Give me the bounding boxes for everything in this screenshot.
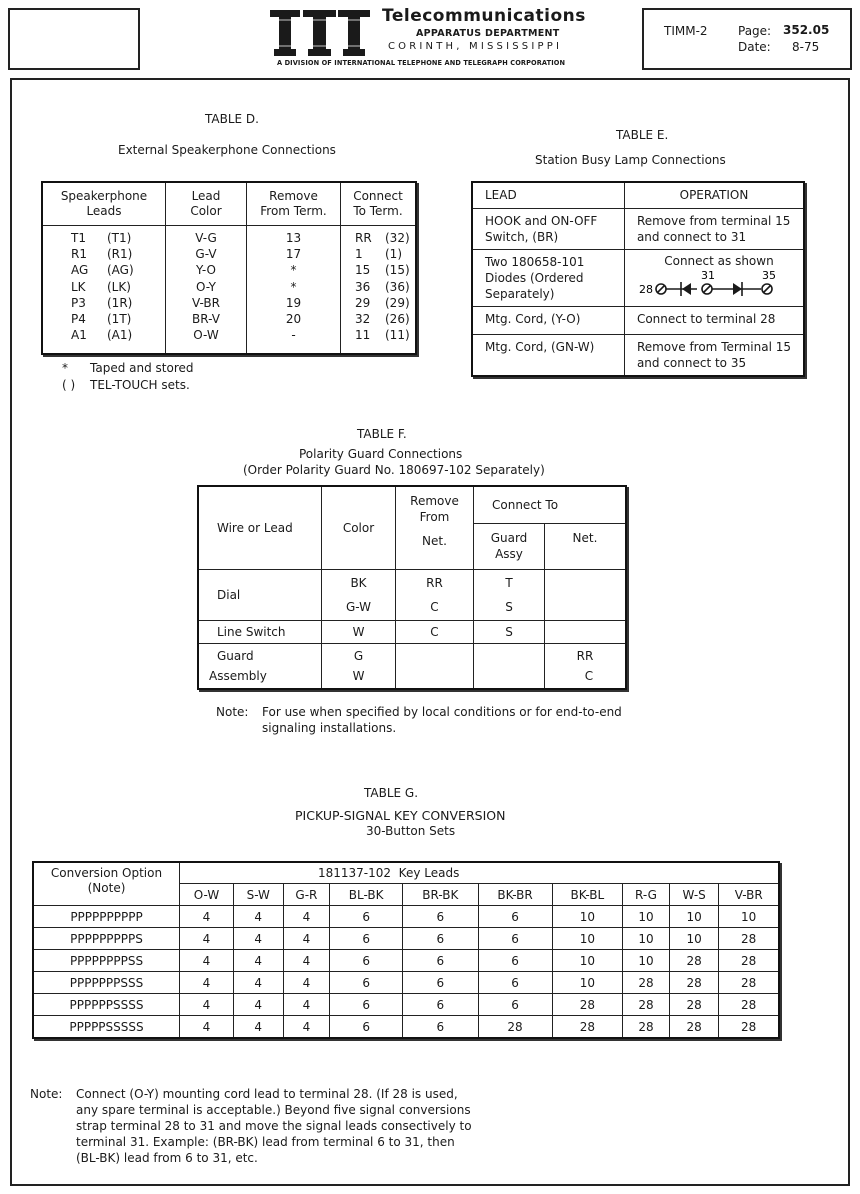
terminal-value: 28 xyxy=(478,1016,552,1039)
date-value: 8-75 xyxy=(792,40,820,54)
text-line: W xyxy=(352,669,365,683)
lead-name: A1 xyxy=(71,328,87,343)
lead-color: V-BR xyxy=(192,295,220,310)
connect-term: 1 xyxy=(355,247,363,262)
lead-entry xyxy=(71,230,165,246)
guard-assy-header xyxy=(474,524,545,570)
table-row xyxy=(198,621,626,644)
terminal-value: 10 xyxy=(719,906,779,928)
text-line: C xyxy=(584,669,594,683)
terminal-value: 6 xyxy=(478,994,552,1016)
terminal-value: 6 xyxy=(403,994,479,1016)
conversion-option: PPPPPSSSSS xyxy=(33,1016,180,1039)
doc-id: TIMM-2 xyxy=(664,24,708,38)
operation-cell xyxy=(624,209,804,250)
table-d-body xyxy=(42,226,416,355)
footnote-text: Taped and stored xyxy=(90,361,194,375)
terminal-value: 28 xyxy=(719,950,779,972)
table-g-note-label: Note: xyxy=(30,1087,63,1101)
terminal-value: 28 xyxy=(669,972,719,994)
table-d-title: External Speakerphone Connections xyxy=(118,143,336,157)
table-f-header-row xyxy=(198,486,626,524)
connect-entry xyxy=(355,246,415,262)
connect-entry xyxy=(355,327,415,343)
terminal-value: 6 xyxy=(330,994,403,1016)
conversion-option: PPPPPPPPPP xyxy=(33,906,180,928)
remove-header xyxy=(396,486,474,570)
column-header: BK-BR xyxy=(478,884,552,906)
terminal-value: 10 xyxy=(623,906,670,928)
diode-icon xyxy=(733,283,742,295)
lead-color: O-Y xyxy=(195,279,216,294)
footnote-mark: * xyxy=(62,361,68,375)
conversion-option: PPPPPPPPSS xyxy=(33,950,180,972)
table-f-note-label: Note: xyxy=(216,705,249,719)
terminal-value: 28 xyxy=(623,972,670,994)
wire-cell: Line Switch xyxy=(198,621,322,644)
remove-term: 17 xyxy=(285,247,302,262)
terminal-value: 10 xyxy=(623,950,670,972)
lead-color: V-G xyxy=(195,231,217,245)
table-g-subtitle: 30-Button Sets xyxy=(366,824,456,838)
conversion-option: PPPPPPSSSS xyxy=(33,994,180,1016)
connect-net-cell xyxy=(545,621,627,644)
page-label: Page: xyxy=(738,24,772,38)
terminal-value: 10 xyxy=(552,928,623,950)
terminal-value: 4 xyxy=(233,1016,283,1039)
lead-cell: Mtg. Cord, (GN-W) xyxy=(472,335,624,377)
terminal-value: 4 xyxy=(283,972,330,994)
note-line: any spare terminal is acceptable.) Beyond five signal conversions xyxy=(76,1103,471,1117)
connect-to-header: Connect To xyxy=(474,486,627,524)
diode-icon xyxy=(682,283,691,295)
lead-cell xyxy=(472,250,624,307)
header-line: Color xyxy=(190,204,222,218)
terminal-value: 6 xyxy=(403,928,479,950)
connect-entry xyxy=(355,262,415,278)
lead-tel-touch: (1T) xyxy=(107,312,132,327)
note-line: For use when specified by local conditions or for end-to-end xyxy=(262,705,622,719)
terminal-value: 28 xyxy=(552,994,623,1016)
guard-assy-cell xyxy=(474,570,545,621)
table-f-label: TABLE F. xyxy=(357,427,407,441)
connect-tel-touch: (36) xyxy=(385,279,410,294)
table-e xyxy=(471,181,805,377)
text-line: (Note) xyxy=(87,881,126,895)
table-d-header xyxy=(247,182,341,226)
text-line: Separately) xyxy=(485,287,555,301)
terminal-value: 6 xyxy=(330,1016,403,1039)
lead-entry xyxy=(71,311,165,327)
header-left-box xyxy=(8,8,140,70)
text-line: Assembly xyxy=(209,669,267,683)
terminal-value: 6 xyxy=(330,906,403,928)
table-f-subtitle: (Order Polarity Guard No. 180697-102 Separately) xyxy=(243,463,545,477)
connect-term: 15 xyxy=(355,263,371,278)
terminal-value: 10 xyxy=(552,950,623,972)
terminal-value: 4 xyxy=(180,972,234,994)
table-row xyxy=(198,570,626,621)
table-e-header: LEAD xyxy=(472,182,624,209)
wire-header: Wire or Lead xyxy=(198,486,322,570)
table-g-label: TABLE G. xyxy=(364,786,419,800)
department-name: APPARATUS DEPARTMENT xyxy=(416,28,560,39)
remove-term: 13 xyxy=(285,231,302,245)
terminal-value: 6 xyxy=(330,972,403,994)
connect-term: 29 xyxy=(355,295,371,310)
conversion-option: PPPPPPPSSS xyxy=(33,972,180,994)
lead-name: LK xyxy=(71,279,86,294)
date-label: Date: xyxy=(738,40,771,54)
text-line: RR xyxy=(576,649,594,663)
terminal-value: 28 xyxy=(669,994,719,1016)
remove-term: * xyxy=(290,279,297,294)
terminal-value: 28 xyxy=(623,1016,670,1039)
remove-term: * xyxy=(290,263,297,278)
connect-column xyxy=(341,226,417,355)
header-line: Lead xyxy=(191,189,221,203)
connect-net-cell xyxy=(545,570,627,621)
text-line: Net. xyxy=(422,534,447,548)
remove-net-cell xyxy=(396,570,474,621)
table-e-header: OPERATION xyxy=(624,182,804,209)
terminal-value: 4 xyxy=(180,906,234,928)
text-line: T xyxy=(505,576,513,590)
lead-entry xyxy=(71,295,165,311)
lead-name: T1 xyxy=(71,231,86,245)
note-line: terminal 31. Example: (BR-BK) lead from terminal 6 to 31, then xyxy=(76,1135,455,1149)
connect-term: 32 xyxy=(355,312,371,327)
terminal-value: 28 xyxy=(669,1016,719,1039)
lead-cell xyxy=(472,209,624,250)
lead-name: R1 xyxy=(71,247,87,262)
guard-assy-cell: S xyxy=(474,621,545,644)
remove-net-cell: C xyxy=(396,621,474,644)
table-row xyxy=(33,928,779,950)
terminal-label-28: 28 xyxy=(638,283,653,296)
connect-term: 11 xyxy=(355,328,371,343)
footnote-asterisk xyxy=(62,361,194,375)
lead-color: BR-V xyxy=(192,312,220,327)
terminal-value: 10 xyxy=(552,972,623,994)
diode-diagram xyxy=(639,269,789,297)
connect-tel-touch: (15) xyxy=(385,263,410,278)
remove-term: - xyxy=(291,328,296,343)
table-d-label: TABLE D. xyxy=(205,112,259,126)
table-f-title: Polarity Guard Connections xyxy=(299,447,463,461)
table-row xyxy=(33,994,779,1016)
connect-entry xyxy=(355,295,415,311)
terminal-value: 4 xyxy=(180,950,234,972)
terminal-value: 28 xyxy=(669,950,719,972)
table-row xyxy=(33,972,779,994)
terminal-value: 28 xyxy=(719,994,779,1016)
text-line: C xyxy=(430,600,439,614)
table-row xyxy=(33,906,779,928)
note-line: strap terminal 28 to 31 and move the signal leads consectively to xyxy=(76,1119,472,1133)
text-line: HOOK and ON-OFF xyxy=(485,214,598,228)
column-header: V-BR xyxy=(719,884,779,906)
table-g-title: PICKUP-SIGNAL KEY CONVERSION xyxy=(295,808,506,823)
color-cell xyxy=(322,570,396,621)
footnote-parens xyxy=(62,378,190,392)
header-line: Speakerphone xyxy=(60,189,148,203)
color-column xyxy=(166,226,247,355)
table-row xyxy=(472,335,804,377)
lead-tel-touch: (A1) xyxy=(107,328,133,343)
terminal-value: 6 xyxy=(403,906,479,928)
guard-assy-cell xyxy=(474,644,545,690)
connect-term: RR xyxy=(355,231,372,245)
terminal-label-31: 31 xyxy=(700,269,715,282)
table-row xyxy=(472,250,804,307)
wire-cell: Dial xyxy=(198,570,322,621)
terminal-value: 6 xyxy=(330,928,403,950)
doc-info-box xyxy=(642,8,852,70)
lead-tel-touch: (T1) xyxy=(107,231,132,245)
lead-entry xyxy=(71,262,165,278)
remove-column xyxy=(247,226,341,355)
column-header: W-S xyxy=(669,884,719,906)
table-e-title: Station Busy Lamp Connections xyxy=(535,153,726,167)
lead-name: AG xyxy=(71,263,89,278)
terminal-value: 6 xyxy=(478,906,552,928)
terminal-value: 4 xyxy=(180,928,234,950)
table-d-header xyxy=(42,182,166,226)
key-leads-header: 181137-102 Key Leads xyxy=(180,862,780,884)
lead-tel-touch: (R1) xyxy=(107,247,133,262)
operation-cell xyxy=(624,335,804,377)
company-name: Telecommunications xyxy=(382,6,586,26)
note-line: Connect (O-Y) mounting cord lead to terminal 28. (If 28 is used, xyxy=(76,1087,458,1101)
terminal-value: 4 xyxy=(233,906,283,928)
note-line: signaling installations. xyxy=(262,721,397,735)
connect-entry xyxy=(355,230,415,246)
header-line: Remove xyxy=(269,189,318,203)
terminal-value: 6 xyxy=(403,950,479,972)
footnote-text: TEL-TOUCH sets. xyxy=(90,378,190,392)
terminal-value: 28 xyxy=(719,928,779,950)
table-row xyxy=(33,1016,779,1039)
column-header: G-R xyxy=(283,884,330,906)
terminal-value: 6 xyxy=(330,950,403,972)
text-line: Remove from Terminal 15 xyxy=(636,340,791,354)
header-line: From Term. xyxy=(260,204,327,218)
connect-net-cell xyxy=(545,644,627,690)
terminal-value: 6 xyxy=(478,950,552,972)
text-line: RR xyxy=(426,576,443,590)
connect-tel-touch: (11) xyxy=(385,328,410,343)
color-header: Color xyxy=(322,486,396,570)
text-line: Guard xyxy=(217,649,254,663)
table-d-header-row xyxy=(42,182,416,226)
table-d xyxy=(41,181,417,355)
column-header: BK-BL xyxy=(552,884,623,906)
table-g-body xyxy=(33,906,779,1039)
lead-name: P4 xyxy=(71,312,86,327)
option-header xyxy=(33,862,180,906)
terminal-value: 10 xyxy=(669,928,719,950)
terminal-label-35: 35 xyxy=(761,269,776,282)
column-header: R-G xyxy=(623,884,670,906)
table-e-label: TABLE E. xyxy=(616,128,669,142)
color-cell: W xyxy=(322,621,396,644)
lead-tel-touch: (AG) xyxy=(107,263,134,278)
column-header: BR-BK xyxy=(403,884,479,906)
lead-color: Y-O xyxy=(195,263,216,278)
connect-entry xyxy=(355,279,415,295)
text-line: and connect to 35 xyxy=(636,356,747,370)
terminal-value: 10 xyxy=(669,906,719,928)
connect-term: 36 xyxy=(355,279,371,294)
terminal-value: 4 xyxy=(283,950,330,972)
remove-net-cell xyxy=(396,644,474,690)
text-line: and connect to 31 xyxy=(636,230,747,244)
table-f xyxy=(197,485,627,690)
text-line: G-W xyxy=(345,600,371,614)
terminal-value: 4 xyxy=(283,928,330,950)
table-e-header-row xyxy=(472,182,804,209)
remove-term: 20 xyxy=(285,312,302,327)
terminal-value: 6 xyxy=(403,1016,479,1039)
text-line: S xyxy=(505,600,513,614)
lead-tel-touch: (1R) xyxy=(107,295,133,310)
column-header: S-W xyxy=(233,884,283,906)
table-row xyxy=(33,950,779,972)
text-line: Diodes (Ordered xyxy=(485,271,584,285)
connect-tel-touch: (1) xyxy=(385,247,402,262)
connect-tel-touch: (29) xyxy=(385,295,410,310)
text-line: From xyxy=(419,510,450,524)
terminal-value: 4 xyxy=(233,950,283,972)
table-g-group-row xyxy=(33,862,779,884)
terminal-value: 28 xyxy=(623,994,670,1016)
terminal-value: 6 xyxy=(478,928,552,950)
note-line: (BL-BK) lead from 6 to 31, etc. xyxy=(76,1151,258,1165)
operation-cell: Connect to terminal 28 xyxy=(624,307,804,335)
conversion-option: PPPPPPPPPS xyxy=(33,928,180,950)
table-row xyxy=(198,644,626,690)
terminal-value: 4 xyxy=(233,928,283,950)
terminal-value: 28 xyxy=(719,972,779,994)
lead-entry xyxy=(71,327,165,343)
text-line: BK xyxy=(350,576,367,590)
connect-entry xyxy=(355,311,415,327)
terminal-value: 4 xyxy=(283,1016,330,1039)
table-row xyxy=(472,307,804,335)
terminal-value: 4 xyxy=(233,972,283,994)
column-header: BL-BK xyxy=(330,884,403,906)
terminal-value: 28 xyxy=(719,1016,779,1039)
column-header: O-W xyxy=(180,884,234,906)
color-cell xyxy=(322,644,396,690)
terminal-value: 10 xyxy=(552,906,623,928)
wire-cell xyxy=(198,644,322,690)
leads-column xyxy=(42,226,166,355)
text-line: Connect as shown xyxy=(664,254,774,268)
terminal-value: 28 xyxy=(552,1016,623,1039)
table-d-header xyxy=(341,182,417,226)
connect-tel-touch: (26) xyxy=(385,312,410,327)
operation-cell xyxy=(624,250,804,307)
text-line: Two 180658-101 xyxy=(485,255,585,269)
text-line: Remove xyxy=(410,494,459,508)
page-number: 352.05 xyxy=(783,23,830,37)
terminal-value: 4 xyxy=(283,994,330,1016)
table-f-note xyxy=(262,704,622,736)
itt-logo xyxy=(270,10,370,56)
lead-entry xyxy=(71,246,165,262)
remove-term: 19 xyxy=(285,295,302,310)
connect-tel-touch: (32) xyxy=(385,231,410,245)
text-line: Remove from terminal 15 xyxy=(636,214,791,228)
connect-net-header: Net. xyxy=(545,524,627,570)
lead-entry xyxy=(71,279,165,295)
terminal-value: 4 xyxy=(180,994,234,1016)
terminal-value: 6 xyxy=(478,972,552,994)
terminal-value: 4 xyxy=(233,994,283,1016)
text-line: Guard xyxy=(490,531,528,545)
header-line: Connect xyxy=(353,189,403,203)
lead-name: P3 xyxy=(71,295,86,310)
table-g-note xyxy=(76,1086,472,1166)
lead-color: G-V xyxy=(195,247,217,262)
table-g xyxy=(32,861,780,1039)
footnote-mark: ( ) xyxy=(62,378,76,392)
header-line: To Term. xyxy=(353,204,403,218)
terminal-value: 4 xyxy=(180,1016,234,1039)
terminal-value: 4 xyxy=(283,906,330,928)
terminal-value: 6 xyxy=(403,972,479,994)
text-line: Switch, (BR) xyxy=(485,230,559,244)
text-line: Conversion Option xyxy=(50,866,163,880)
text-line: G xyxy=(353,649,364,663)
company-city: CORINTH, MISSISSIPPI xyxy=(388,41,563,52)
division-line: A DIVISION OF INTERNATIONAL TELEPHONE AND TELEGRAPH CORPORATION xyxy=(277,59,566,67)
table-d-header xyxy=(166,182,247,226)
table-row xyxy=(472,209,804,250)
header-line: Leads xyxy=(86,204,122,218)
lead-tel-touch: (LK) xyxy=(107,279,131,294)
lead-color: O-W xyxy=(193,328,219,343)
lead-cell: Mtg. Cord, (Y-O) xyxy=(472,307,624,335)
text-line: Assy xyxy=(495,547,523,561)
terminal-value: 10 xyxy=(623,928,670,950)
